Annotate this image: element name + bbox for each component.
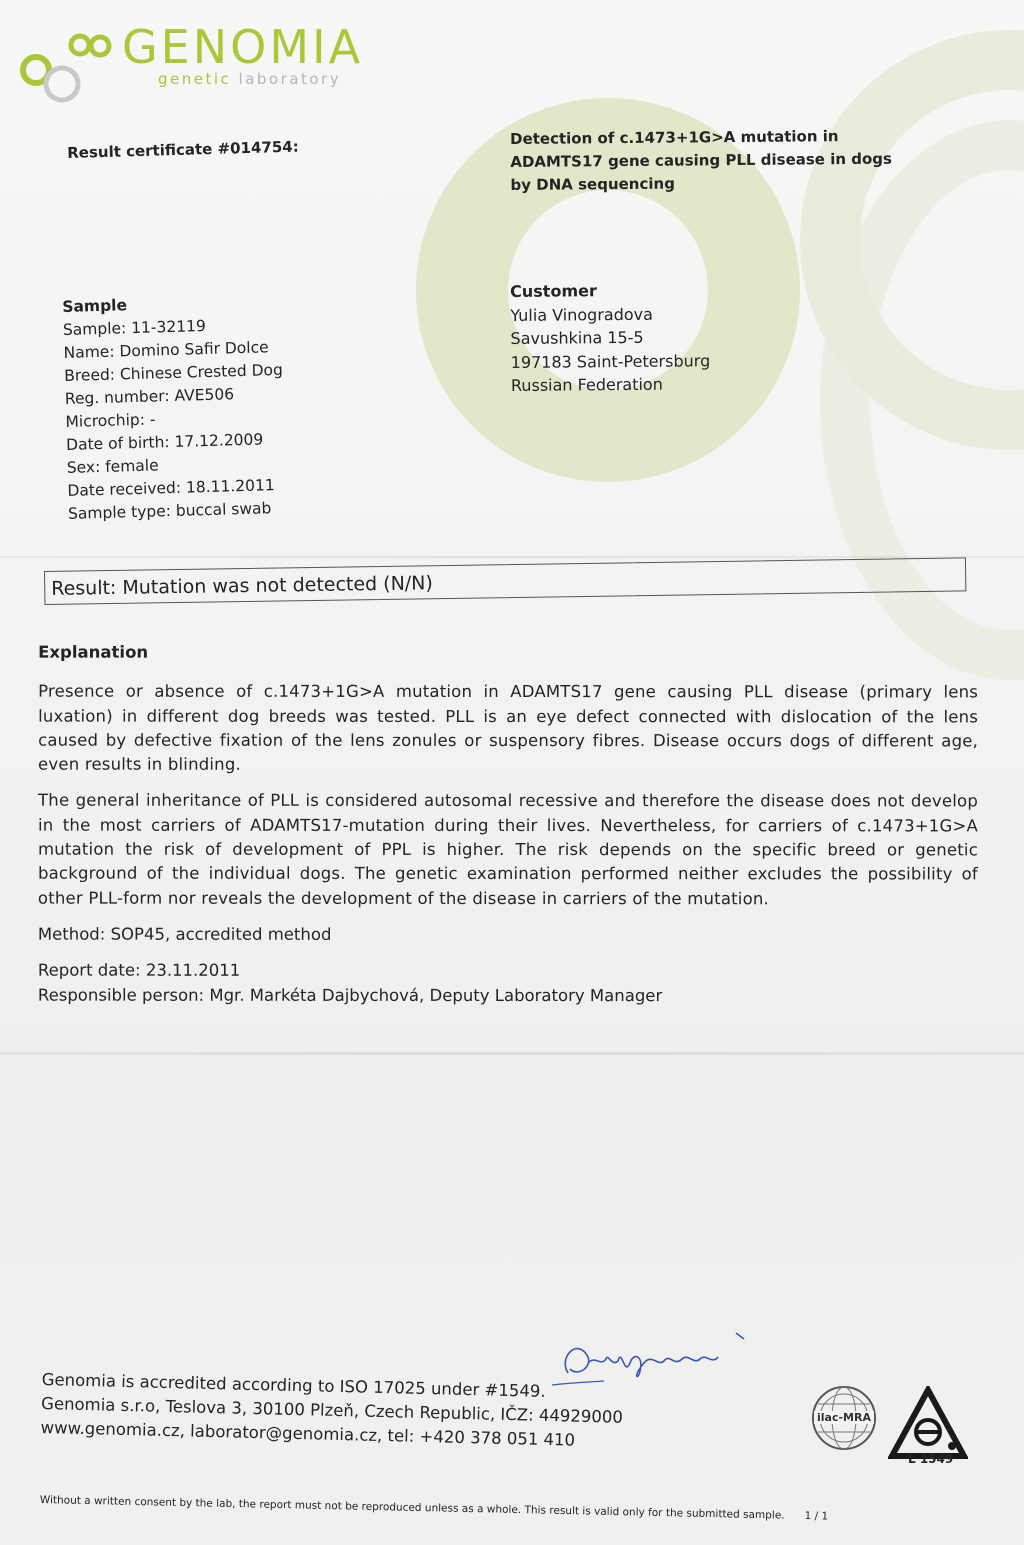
sample-field: Sex: female: [66, 456, 159, 477]
accreditation-footer: [40, 1368, 623, 1454]
sample-field: Microchip: -: [65, 410, 156, 431]
customer-city: 197183 Saint-Petersburg: [510, 350, 711, 372]
genomia-logo: [18, 20, 418, 108]
logo-tagline-laboratory: laboratory: [231, 70, 342, 88]
responsible-person: Responsible person: Mgr. Markéta Dajbychová, Deputy Laboratory Manager: [37, 985, 663, 1005]
sample-field: Date received: 18.11.2011: [67, 476, 275, 500]
explanation-paragraph: Presence or absence of c.1473+1G>A mutation in ADAMTS17 gene causing PLL disease (primary lens luxation) in different dog breeds was tested. PLL is an eye defect connected with dislocation of the lens caused by defective fixation of the lens zonules or suspensory fibres. Disease occurs dogs of different age, even results in blinding.: [38, 681, 979, 774]
result-text: Result: Mutation was not detected (N/N): [51, 572, 434, 600]
test-description-line: ADAMTS17 gene causing PLL disease in dogs: [510, 149, 892, 171]
logo-wordmark: GENOMIA: [122, 20, 364, 74]
cai-number: L 1549: [908, 1452, 954, 1466]
method-line: Method: SOP45, accredited method: [37, 924, 332, 944]
explanation-paragraph: The general inheritance of PLL is considered autosomal recessive and therefore the disease does not develop in the most carriers of ADAMTS17-mutation during their lives. Nevertheless, for carriers of c.1473+1G>A mutation the risk of development of PPL is higher. The risk depends on the specific breed or genetic background of the individual dogs. The genetic examination performed neither excludes the possibility of other PLL-form nor reveals the development of the disease in carriers of the mutation.: [37, 791, 979, 908]
test-description-line: by DNA sequencing: [510, 174, 675, 194]
customer-street: Savushkina 15-5: [510, 327, 644, 348]
test-description: [510, 124, 971, 197]
sample-heading: Sample: [62, 296, 128, 316]
logo-tagline: [158, 70, 341, 88]
logo-tagline-genetic: genetic: [158, 70, 232, 88]
page-number: 1 / 1: [804, 1510, 829, 1523]
sample-block: [62, 290, 287, 526]
sample-field: Breed: Chinese Crested Dog: [63, 360, 284, 385]
customer-block: [510, 278, 710, 397]
explanation-section: [38, 641, 978, 1009]
customer-heading: Customer: [510, 281, 597, 301]
paper-fold-line: [0, 1052, 1024, 1055]
signature-image: [548, 1327, 768, 1387]
ilac-label: ilac-MRA: [814, 1411, 874, 1424]
report-date: Report date: 23.11.2011: [37, 960, 241, 981]
accreditation-line: Genomia is accredited according to ISO 17025 under #1549.: [41, 1369, 546, 1401]
customer-name: Yulia Vinogradova: [510, 304, 653, 325]
customer-country: Russian Federation: [510, 374, 663, 395]
disclaimer-text: Without a written consent by the lab, the report must not be reproduced unless as a whole. This result is valid only for the submitted sample.: [39, 1494, 785, 1522]
paper-fold-line: [0, 556, 1024, 558]
test-description-line: Detection of c.1473+1G>A mutation in: [510, 127, 839, 148]
sample-field: Reg. number: AVE506: [64, 385, 235, 408]
result-box: [44, 557, 966, 605]
contact-line: www.genomia.cz, laborator@genomia.cz, tel: +420 378 051 410: [40, 1417, 576, 1450]
explanation-heading: Explanation: [38, 642, 149, 662]
sample-field: Sample type: buccal swab: [67, 499, 272, 523]
sample-field: Name: Domino Safir Dolce: [63, 338, 269, 362]
sample-field: Date of birth: 17.12.2009: [65, 430, 264, 454]
disclaimer: [40, 1494, 1020, 1527]
address-line: Genomia s.r.o, Teslova 3, 30100 Plzeň, Czech Republic, IČZ: 44929000: [40, 1393, 624, 1427]
logo-circles-icon: [18, 32, 118, 108]
sample-field: Sample: 11-32119: [62, 317, 207, 339]
certificate-title: Result certificate #014754:: [67, 137, 299, 162]
ilac-mra-badge: [810, 1384, 878, 1452]
